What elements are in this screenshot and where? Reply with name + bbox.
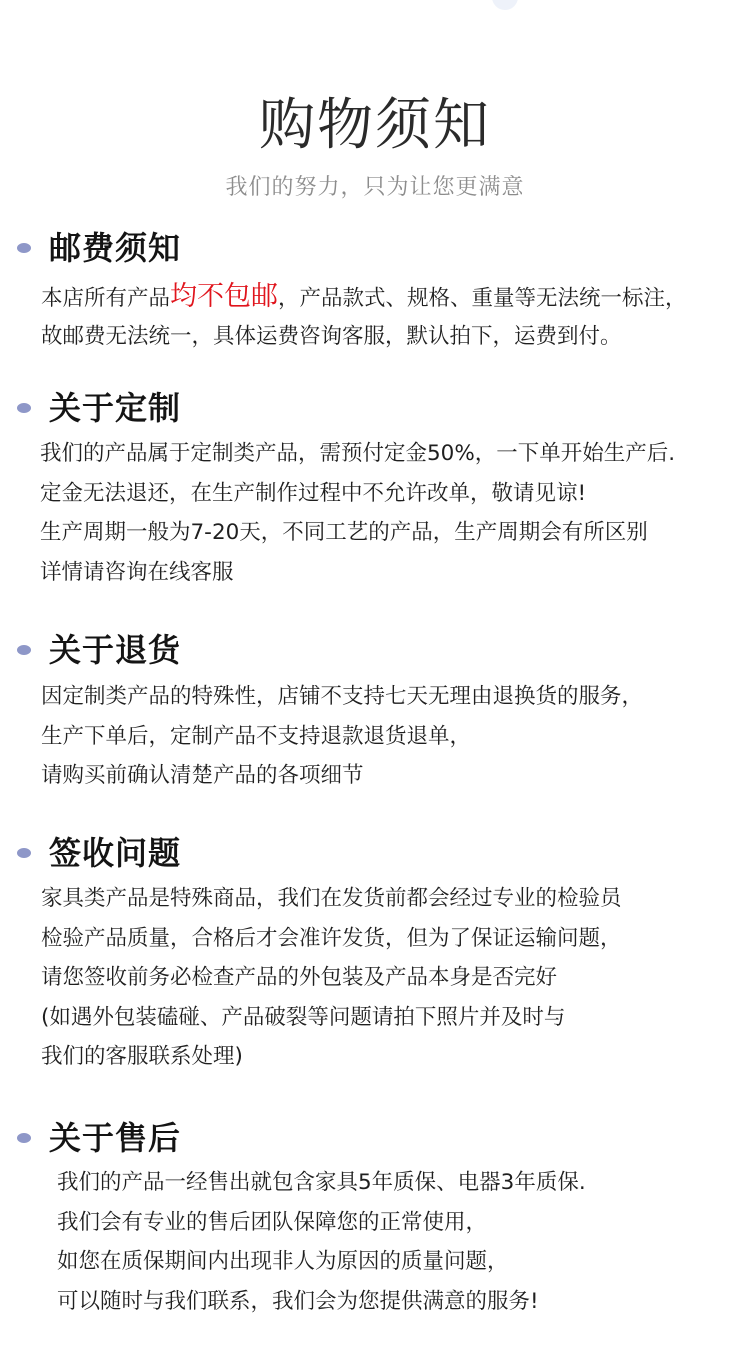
text-line: 故邮费无法统一，具体运费咨询客服，默认拍下，运费到付。	[41, 324, 622, 349]
text-line: 可以随时与我们联系，我们会为您提供满意的服务!	[57, 1288, 539, 1314]
section-header	[0, 226, 750, 270]
section-title: 关于售后	[49, 1119, 182, 1157]
text-line: 生产下单后，定制产品不支持退款退货退单，	[41, 723, 472, 749]
section-customization	[0, 386, 750, 592]
section-title: 关于退货	[49, 631, 182, 669]
section-body	[0, 434, 750, 592]
text-line	[41, 278, 750, 318]
section-returns	[0, 628, 750, 796]
text-line: 请您签收前务必检查产品的外包装及产品本身是否完好	[41, 965, 558, 990]
text-line: 我们会有专业的售后团队保障您的正常使用，	[57, 1209, 488, 1235]
text-line: 生产周期一般为7-20天，不同工艺的产品，生产周期会有所区别	[40, 520, 648, 545]
page-title: 购物须知	[259, 93, 491, 158]
text-line: 请购买前确认清楚产品的各项细节	[41, 763, 364, 788]
text-line: 因定制类产品的特殊性，店铺不支持七天无理由退换货的服务，	[41, 684, 644, 709]
text-segment: 本店所有产品	[41, 286, 171, 311]
section-body	[0, 1163, 750, 1321]
text-line: (如遇外包装磕碰、产品破裂等问题请拍下照片并及时与	[41, 1004, 566, 1030]
page-subtitle: 我们的努力，只为让您更满意	[225, 175, 525, 200]
text-line: 详情请咨询在线客服	[40, 559, 234, 585]
section-header	[0, 831, 750, 875]
section-title: 关于定制	[49, 389, 182, 427]
bullet-icon	[17, 645, 31, 655]
highlight-text: 均不包邮	[170, 281, 279, 312]
section-title: 签收问题	[49, 834, 182, 872]
bullet-icon	[17, 1133, 31, 1143]
section-header	[0, 386, 750, 430]
section-receipt	[0, 831, 750, 1077]
section-title: 邮费须知	[49, 229, 182, 267]
bullet-icon	[17, 848, 31, 858]
text-line: 如您在质保期间内出现非人为原因的质量问题，	[57, 1249, 509, 1274]
section-shipping	[0, 226, 750, 356]
text-segment: ，产品款式、规格、重量等无法统一标注，	[278, 286, 687, 311]
section-after-sales	[0, 1116, 750, 1321]
section-header	[0, 628, 750, 672]
text-line: 我们的产品属于定制类产品，需预付定金50%，一下单开始生产后.	[40, 441, 676, 466]
bullet-icon	[17, 403, 31, 413]
bullet-icon	[17, 243, 31, 253]
text-line: 定金无法退还，在生产制作过程中不允许改单，敬请见谅!	[40, 480, 587, 506]
section-header	[0, 1116, 750, 1160]
text-line: 我们的产品一经售出就包含家具5年质保、电器3年质保.	[57, 1170, 586, 1195]
text-line: 我们的客服联系处理)	[41, 1044, 243, 1069]
section-body	[0, 677, 750, 796]
text-line: 家具类产品是特殊商品，我们在发货前都会经过专业的检验员	[41, 886, 622, 911]
section-body	[0, 879, 750, 1077]
text-line: 检验产品质量，合格后才会准许发货，但为了保证运输问题，	[41, 925, 622, 951]
section-body	[0, 278, 750, 356]
top-decoration	[492, 0, 518, 10]
